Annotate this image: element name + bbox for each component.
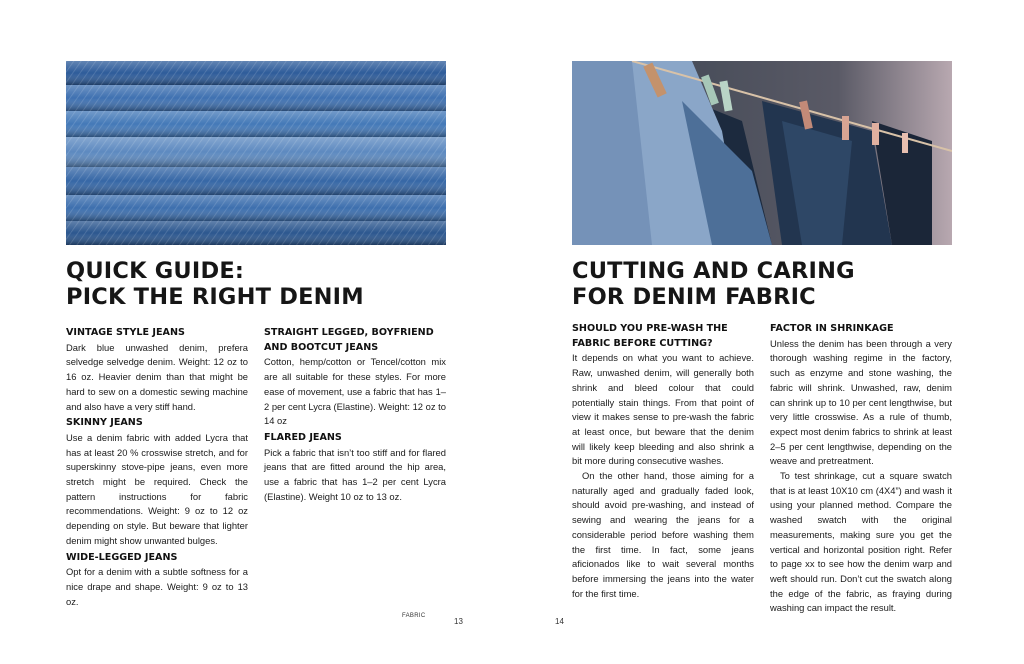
page-number-left: 13: [454, 617, 463, 626]
right-column-1: [572, 322, 754, 601]
left-page-heading: [66, 258, 466, 310]
page-number-right: 14: [555, 617, 564, 626]
right-heading-line2: FOR DENIM FABRIC: [572, 284, 816, 310]
skinny-jeans-body: Use a denim fabric with added Lycra that has at least 20 % crosswise stretch, and for superskinny stove-pipe jeans, even more stretch might be required. Check the pattern instructions for fabric recommendations. Weight: 9 oz to 12 oz depending on style. But beware that lighter denim might show unwanted bulges.: [66, 431, 248, 546]
prewash-title-line2: FABRIC BEFORE CUTTING?: [572, 337, 713, 349]
straight-jeans-title-line1: STRAIGHT LEGGED, BOYFRIEND: [264, 327, 434, 338]
shrinkage-title: FACTOR IN SHRINKAGE: [770, 323, 894, 334]
right-page-heading: [572, 258, 972, 310]
flared-jeans-title: FLARED JEANS: [264, 431, 342, 443]
shrinkage-paragraph-2: To test shrinkage, cut a square swatch that is at least 10X10 cm (4X4”) and wash it using your planned method. Compare the washed swatch with the original measurements, making sure you get the vertical and horizontal position right. Refer to page xx to see how the denim warp and weft should run. Don’t cut the swatch along the edge of the fabric, as fraying during washing can impact the result.: [770, 470, 952, 614]
wide-legged-jeans-title: WIDE-LEGGED JEANS: [66, 551, 178, 563]
prewash-title-line1: SHOULD YOU PRE-WASH THE: [572, 323, 728, 334]
left-column-1: [66, 326, 248, 609]
flared-jeans-body: Pick a fabric that isn’t too stiff and for flared jeans that are fitted around the hip area, use a fabric that has 1–2 per cent Lycra (Elastine). Weight 10 oz to 13 oz.: [264, 446, 446, 502]
shrinkage-paragraph-1: Unless the denim has been through a very thorough washing regime in the factory, such as enzyme and stone washing, the fabric will shrink. Unwashed, raw, denim can shrink up to 10 per cent lengthwise, but very little crosswise. As a rule of thumb, expect most denim fabrics to shrink at least 2–5 per cent lengthwise, depending on the weave and pretreatment.: [770, 337, 952, 467]
prewash-paragraph-2: On the other hand, those aiming for a naturally aged and gradually faded look, should avoid pre-washing, and instead of sewing and wearing the jeans for a considerable period before washing them the first time. In fact, some jeans aficionados like to wait several months before immersing the jeans into the water for the first time.: [572, 470, 754, 599]
running-section-label: FABRIC: [402, 613, 426, 619]
straight-jeans-title-line2: AND BOOTCUT JEANS: [264, 341, 379, 353]
vintage-jeans-title: VINTAGE STYLE JEANS: [66, 327, 185, 338]
vintage-jeans-body: Dark blue unwashed denim, prefera selvedge selvedge denim. Weight: 12 oz to 16 oz. Heavier denim than that might be hard to sew on a domestic sewing machine and also have a very stiff hand.: [66, 341, 248, 412]
right-column-2: [770, 322, 952, 616]
skinny-jeans-title: SKINNY JEANS: [66, 417, 143, 429]
straight-jeans-title: [264, 326, 446, 355]
jeans-clothesline-photo: [572, 61, 952, 245]
right-heading-line1: CUTTING AND CARING: [572, 258, 855, 284]
left-heading-line2: PICK THE RIGHT DENIM: [66, 284, 364, 310]
prewash-title: [572, 322, 754, 351]
straight-jeans-body: Cotton, hemp/cotton or Tencel/cotton mix are all suitable for these styles. For more ease of movement, use a fabric that has 1–2 per cent Lycra (Elastine). Weight: 12 oz to 14 oz: [264, 356, 446, 427]
folded-denim-photo: [66, 61, 446, 245]
left-column-2: [264, 326, 446, 504]
wide-legged-jeans-body: Opt for a denim with a subtle softness for a nice drape and shape. Weight: 9 oz to 13 oz.: [66, 566, 248, 607]
prewash-paragraph-1: It depends on what you want to achieve. Raw, unwashed denim, will generally both shrink and bleed colour that could potentially stain things. From that point of view it makes sense to pre-wash the fabric at least once, but beware that the denim will likely keep bleeding and also shrink a bit more during consecutive washes.: [572, 352, 754, 467]
left-heading-line1: QUICK GUIDE:: [66, 258, 245, 284]
